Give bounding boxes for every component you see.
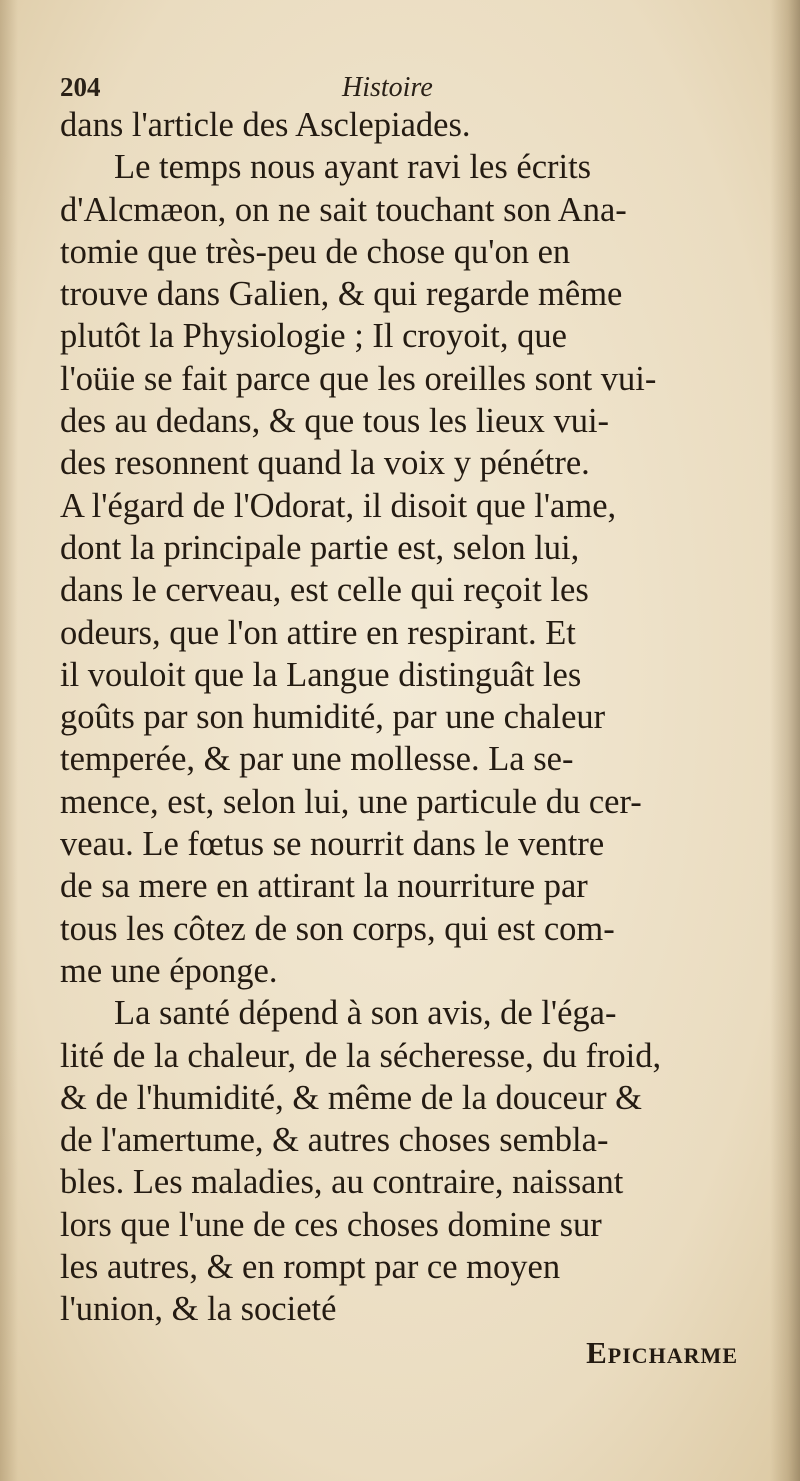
text-line: les autres, & en rompt par ce moyen xyxy=(60,1248,561,1287)
text-line: A l'égard de l'Odorat, il disoit que l'ame, xyxy=(60,486,617,525)
catchword-row xyxy=(60,1331,760,1373)
text-line: temperée, & par une mollesse. La se- xyxy=(60,740,574,779)
text-line: odeurs, que l'on attire en respirant. Et xyxy=(60,613,576,652)
text-line: veau. Le fœtus se nourrit dans le ventre xyxy=(60,825,605,864)
running-title: Histoire xyxy=(342,72,433,103)
text-line: Le temps nous ayant ravi les écrits xyxy=(114,148,592,187)
text-line: plutôt la Physiologie ; Il croyoit, que xyxy=(60,317,567,356)
text-line: de sa mere en attirant la nourriture par xyxy=(60,867,588,906)
text-line: tomie que très-peu de chose qu'on en xyxy=(60,232,571,271)
text-line: bles. Les maladies, au contraire, naissant xyxy=(60,1163,624,1202)
page-body-text xyxy=(60,104,760,1373)
text-line: dans l'article des Asclepiades. xyxy=(60,106,471,144)
text-line: mence, est, selon lui, une particule du cer- xyxy=(60,782,642,821)
text-line: dans le cerveau, est celle qui reçoit les xyxy=(60,571,589,610)
text-line: goûts par son humidité, par une chaleur xyxy=(60,698,606,737)
text-line: d'Alcmæon, on ne sait touchant son Ana- xyxy=(60,190,627,229)
text-line: tous les côtez de son corps, qui est com- xyxy=(60,909,615,948)
text-line: l'union, & la societé xyxy=(60,1290,337,1329)
text-line: de l'amertume, & autres choses sembla- xyxy=(60,1121,609,1160)
text-line: La santé dépend à son avis, de l'éga- xyxy=(114,994,617,1033)
text-line: dont la principale partie est, selon lui, xyxy=(60,528,580,567)
catchword: Epicharme xyxy=(586,1334,738,1370)
text-line: l'oüie se fait parce que les oreilles sont vui- xyxy=(60,359,657,398)
text-line: des au dedans, & que tous les lieux vui- xyxy=(60,402,610,441)
text-line: il vouloit que la Langue distinguât les xyxy=(60,655,582,694)
text-line: trouve dans Galien, & qui regarde même xyxy=(60,275,623,314)
text-line: me une éponge. xyxy=(60,951,278,990)
page-number: 204 xyxy=(60,72,101,102)
text-line: lors que l'une de ces choses domine sur xyxy=(60,1205,602,1244)
page-gutter-shadow xyxy=(770,0,800,1481)
text-line: des resonnent quand la voix y pénétre. xyxy=(60,444,590,483)
text-line: & de l'humidité, & même de la douceur & xyxy=(60,1078,643,1117)
page-left-edge xyxy=(0,0,18,1481)
text-line: lité de la chaleur, de la sécheresse, du froid, xyxy=(60,1036,662,1075)
